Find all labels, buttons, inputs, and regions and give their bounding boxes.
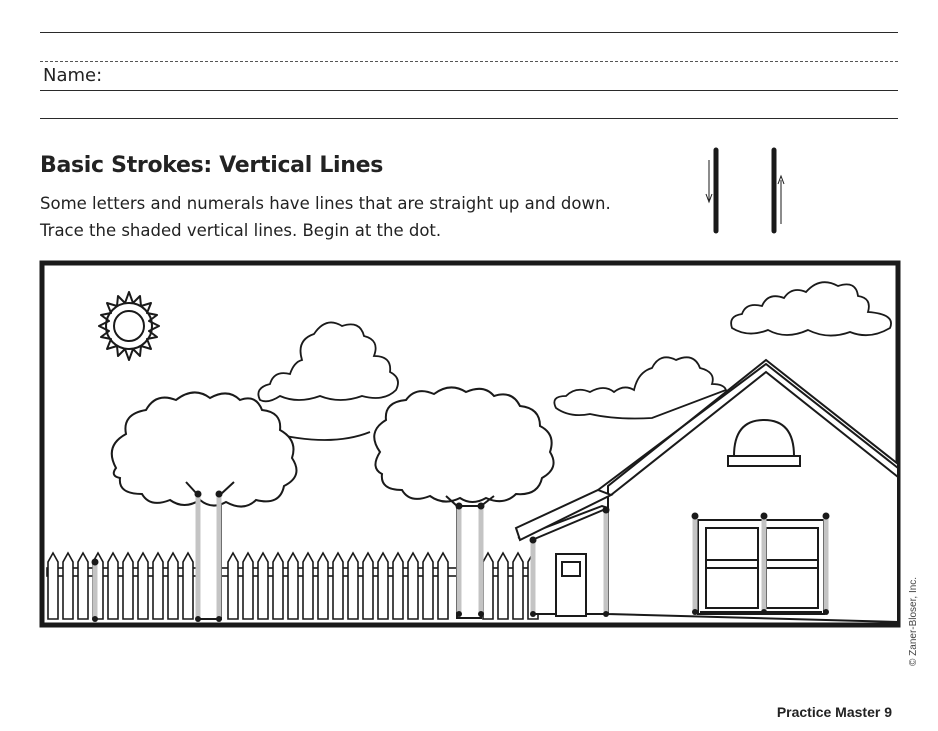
end-dot	[692, 609, 698, 615]
fence-picket	[333, 553, 343, 619]
cloud-icon	[554, 357, 726, 418]
fence-picket	[78, 553, 88, 619]
start-dot[interactable]	[823, 513, 830, 520]
start-dot[interactable]	[692, 513, 699, 520]
start-dot[interactable]	[195, 491, 202, 498]
start-dot[interactable]	[761, 513, 768, 520]
fence-picket	[318, 553, 328, 619]
name-label: Name:	[43, 65, 103, 86]
fence-picket	[228, 553, 238, 619]
window-icon	[698, 520, 824, 614]
fence-picket	[348, 553, 358, 619]
fence-picket	[303, 553, 313, 619]
start-dot[interactable]	[92, 559, 99, 566]
copyright-notice: © Zaner-Bloser, Inc.	[908, 576, 919, 666]
fence-picket	[273, 553, 283, 619]
sun-icon	[99, 292, 159, 360]
cloud-icon	[731, 282, 891, 335]
end-dot	[823, 609, 829, 615]
fence-picket	[498, 553, 508, 619]
end-dot	[92, 616, 98, 622]
fence-picket	[138, 553, 148, 619]
fence-picket	[243, 553, 253, 619]
start-dot[interactable]	[216, 491, 223, 498]
fence-picket	[168, 553, 178, 619]
start-dot[interactable]	[456, 503, 463, 510]
fence-picket	[183, 553, 193, 619]
end-dot	[216, 616, 222, 622]
end-dot	[478, 611, 484, 617]
instruction-line-2: Trace the shaded vertical lines. Begin at the dot.	[40, 221, 442, 240]
page-footer-label: Practice Master 9	[776, 704, 892, 720]
fence-picket	[123, 553, 133, 619]
end-dot	[603, 611, 609, 617]
start-dot[interactable]	[478, 503, 485, 510]
fence-picket	[153, 553, 163, 619]
fence-picket	[363, 553, 373, 619]
start-dot[interactable]	[530, 537, 537, 544]
end-dot	[195, 616, 201, 622]
fence-picket	[408, 553, 418, 619]
instruction-line-1: Some letters and numerals have lines that are straight up and down.	[40, 194, 611, 213]
fence-picket	[423, 553, 433, 619]
cloud-icon	[258, 322, 398, 401]
start-dot[interactable]	[603, 507, 610, 514]
fence-picket	[483, 553, 493, 619]
fence-picket	[378, 553, 388, 619]
fence-picket	[288, 553, 298, 619]
end-dot	[456, 611, 462, 617]
door-icon	[556, 554, 586, 616]
up-stroke-example	[774, 150, 784, 231]
fence-picket	[438, 553, 448, 619]
fence-picket	[393, 553, 403, 619]
fence-picket	[48, 553, 58, 619]
fence-picket	[513, 553, 523, 619]
fence-picket	[63, 553, 73, 619]
stroke-direction-examples	[706, 150, 784, 231]
fence-picket	[108, 553, 118, 619]
end-dot	[530, 611, 536, 617]
down-stroke-example	[706, 150, 716, 231]
page-title: Basic Strokes: Vertical Lines	[40, 153, 384, 178]
fence-picket	[258, 553, 268, 619]
